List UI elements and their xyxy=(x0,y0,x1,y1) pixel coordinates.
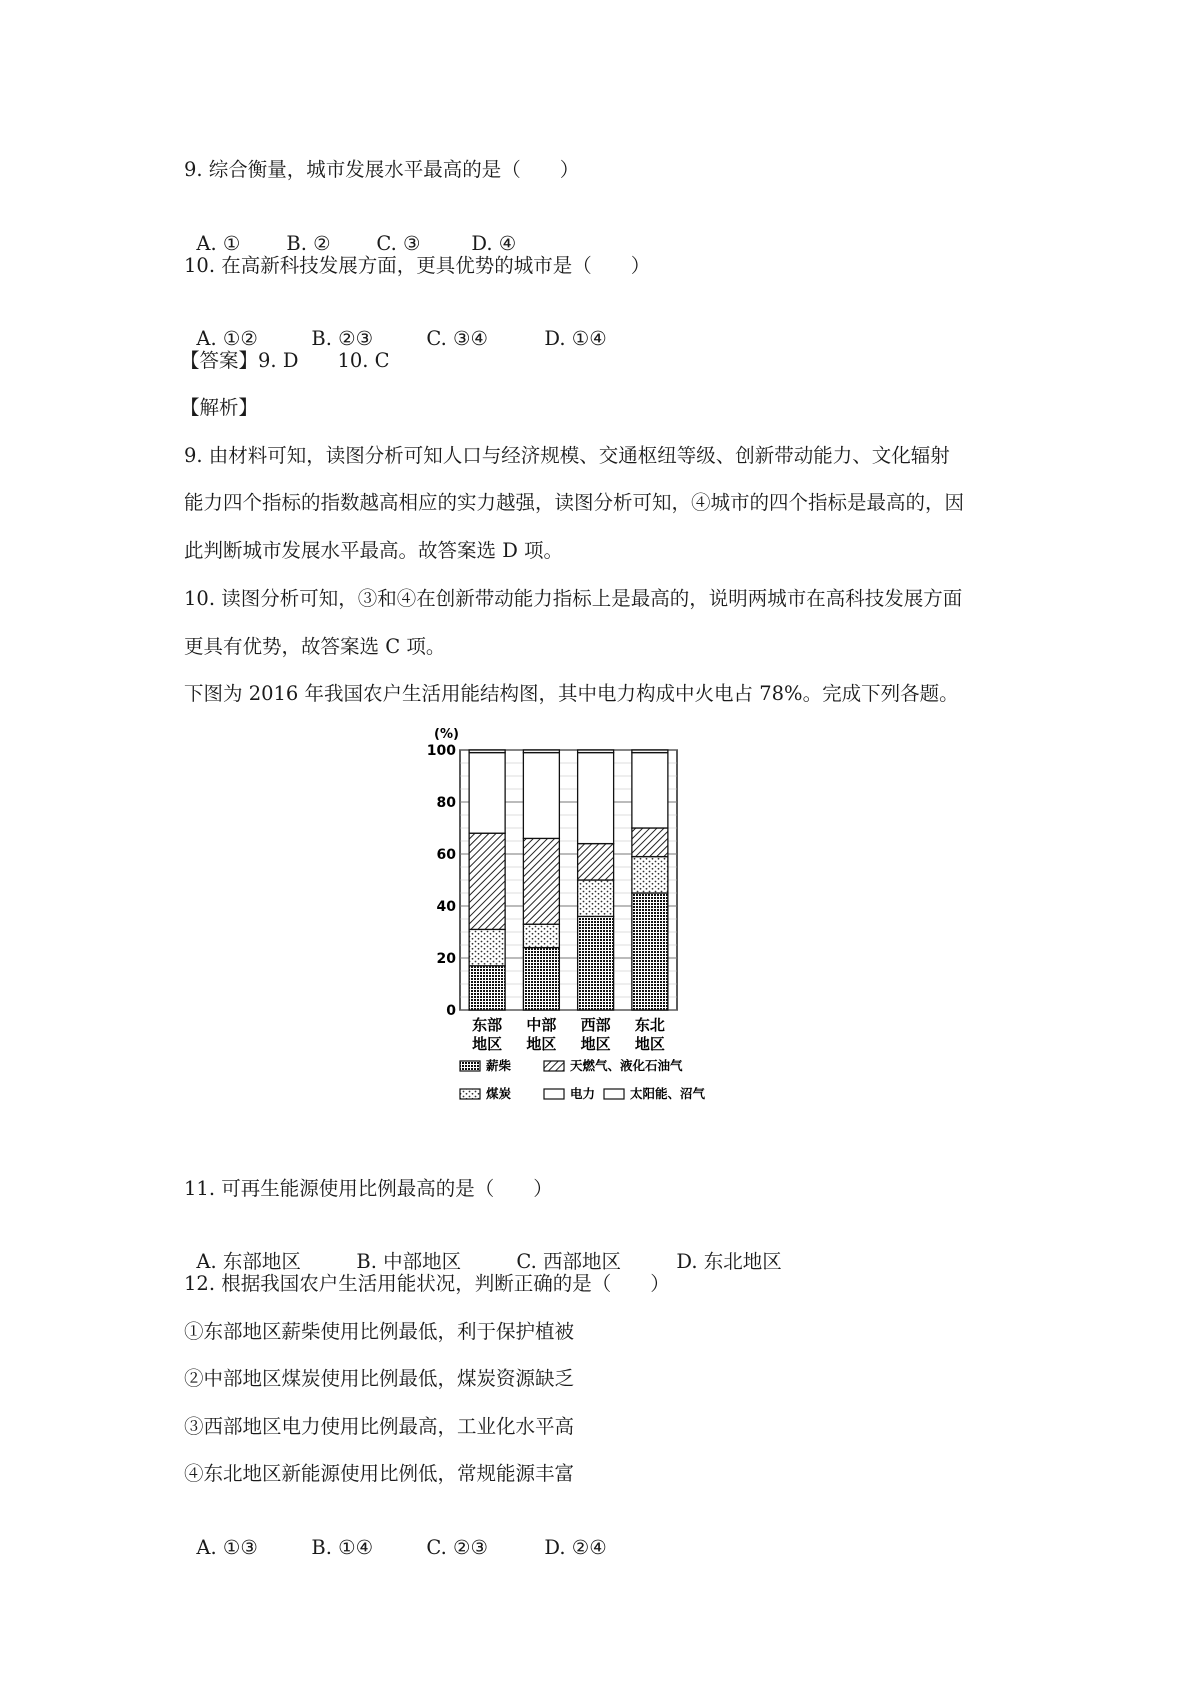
x-tick-label: 东北 xyxy=(634,1016,665,1034)
y-tick-label: 40 xyxy=(436,899,456,915)
x-tick-label: 地区 xyxy=(526,1035,557,1053)
option: C. ②③ xyxy=(426,1536,488,1559)
bar-segment xyxy=(632,857,668,893)
bar-segment xyxy=(469,753,505,834)
option: A. ①③ xyxy=(196,1536,258,1559)
y-tick-label: 0 xyxy=(446,1003,456,1019)
bar-segment xyxy=(469,929,505,965)
legend-label: 煤炭 xyxy=(486,1086,512,1101)
analysis-10-line: 10. 读图分析可知，③和④在创新带动能力指标上是最高的，说明两城市在高科技发展方面 xyxy=(184,587,963,610)
option: D. ④ xyxy=(471,232,517,255)
bar-segment xyxy=(578,753,614,844)
legend-label: 电力 xyxy=(570,1086,596,1101)
option: B. ①④ xyxy=(311,1536,374,1559)
question-11-stem: 11. 可再生能源使用比例最高的是（ ） xyxy=(184,1177,553,1200)
option: D. 东北地区 xyxy=(676,1250,782,1273)
bar-segment xyxy=(632,828,668,857)
option: B. ② xyxy=(286,232,331,255)
question-9-stem: 9. 综合衡量，城市发展水平最高的是（ ） xyxy=(184,158,580,181)
answer-text: 9. D 10. C xyxy=(258,349,390,372)
bar-segment xyxy=(469,966,505,1010)
bar-segment xyxy=(523,753,559,839)
x-tick-label: 西部 xyxy=(580,1016,611,1034)
y-tick-label: 100 xyxy=(426,743,456,759)
legend-swatch xyxy=(544,1061,564,1071)
option: B. 中部地区 xyxy=(356,1250,462,1273)
y-tick-label: 80 xyxy=(436,795,456,811)
option: D. ①④ xyxy=(544,327,607,350)
bar-segment xyxy=(469,833,505,929)
analysis-9-line: 9. 由材料可知，读图分析可知人口与经济规模、交通枢纽等级、创新带动能力、文化辐射 xyxy=(184,444,950,467)
option: C. ③ xyxy=(376,232,421,255)
answer-label: 【答案】 xyxy=(180,349,259,372)
question-10-options xyxy=(184,300,607,352)
x-tick-label: 地区 xyxy=(580,1035,611,1053)
energy-structure-chart xyxy=(426,720,762,1145)
question-12-stem: 12. 根据我国农户生活用能状况，判断正确的是（ ） xyxy=(184,1272,670,1295)
chart-intro: 下图为 2016 年我国农户生活用能结构图，其中电力构成中火电占 78%。完成下列各题。 xyxy=(184,682,959,705)
question-12-options xyxy=(184,1509,607,1561)
y-tick-label: 20 xyxy=(436,951,456,967)
analysis-9-line: 能力四个指标的指数越高相应的实力越强，读图分析可知，④城市的四个指标是最高的，因 xyxy=(184,491,965,514)
option: A. ① xyxy=(196,232,241,255)
bar-segment xyxy=(578,844,614,880)
question-12-statement: ④东北地区新能源使用比例低，常规能源丰富 xyxy=(184,1462,575,1485)
question-10-stem: 10. 在高新科技发展方面，更具优势的城市是（ ） xyxy=(184,254,651,277)
option: C. ③④ xyxy=(426,327,488,350)
bar-segment xyxy=(578,750,614,753)
option: C. 西部地区 xyxy=(516,1250,622,1273)
bar-segment xyxy=(523,924,559,947)
question-12-statement: ②中部地区煤炭使用比例最低，煤炭资源缺乏 xyxy=(184,1367,575,1390)
legend-swatch xyxy=(544,1089,564,1099)
x-tick-label: 东部 xyxy=(472,1016,503,1034)
bar-segment xyxy=(469,750,505,753)
option: B. ②③ xyxy=(311,327,374,350)
question-12-statement: ③西部地区电力使用比例最高，工业化水平高 xyxy=(184,1415,575,1438)
x-tick-label: 地区 xyxy=(472,1035,503,1053)
y-unit-label: (%) xyxy=(434,727,459,742)
question-9-options xyxy=(184,205,516,257)
option: A. 东部地区 xyxy=(196,1250,301,1273)
bar-segment xyxy=(523,838,559,924)
bar-segment xyxy=(523,750,559,753)
legend-swatch xyxy=(460,1089,480,1099)
y-tick-label: 60 xyxy=(436,847,456,863)
legend-label: 天燃气、液化石油气 xyxy=(570,1058,683,1073)
legend-label: 太阳能、沼气 xyxy=(630,1086,706,1101)
option: D. ②④ xyxy=(544,1536,607,1559)
bar-segment xyxy=(523,948,559,1010)
legend-swatch xyxy=(604,1089,624,1099)
bar-segment xyxy=(632,893,668,1010)
x-tick-label: 地区 xyxy=(634,1035,665,1053)
analysis-9-line: 此判断城市发展水平最高。故答案选 D 项。 xyxy=(184,539,564,562)
x-tick-label: 中部 xyxy=(526,1016,557,1034)
bar-segment xyxy=(632,753,668,828)
answer-line xyxy=(180,348,390,374)
question-11-options xyxy=(184,1223,782,1275)
bar-segment xyxy=(578,880,614,916)
bar-segment xyxy=(632,750,668,753)
chart-svg xyxy=(426,720,762,1145)
analysis-10-line: 更具有优势，故答案选 C 项。 xyxy=(184,635,446,658)
bar-segment xyxy=(578,916,614,1010)
legend-label: 薪柴 xyxy=(486,1058,512,1073)
question-12-statement: ①东部地区薪柴使用比例最低，利于保护植被 xyxy=(184,1320,575,1343)
analysis-label: 【解析】 xyxy=(180,396,259,419)
legend-swatch xyxy=(460,1061,480,1071)
option: A. ①② xyxy=(196,327,258,350)
